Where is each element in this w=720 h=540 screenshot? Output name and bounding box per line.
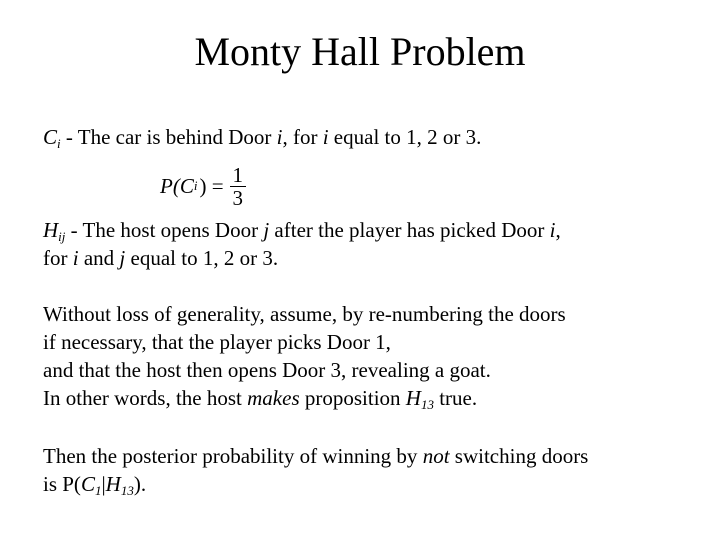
posterior-h-sub: 13 bbox=[120, 483, 134, 498]
assumption-line-2: if necessary, that the player picks Door 1, bbox=[43, 330, 391, 354]
def-h-j: j bbox=[263, 218, 270, 242]
posterior-line-1 bbox=[43, 442, 703, 470]
assumption-line4-sub: 13 bbox=[420, 397, 434, 412]
posterior-line-2 bbox=[43, 470, 703, 498]
def-h-line2-a: for bbox=[43, 246, 73, 270]
def-c-text-b: , for bbox=[282, 125, 323, 149]
formula-lhs-pre: P(C bbox=[160, 173, 194, 198]
def-h-line-1 bbox=[43, 216, 703, 244]
def-h-i: i bbox=[549, 218, 556, 242]
probability-formula bbox=[160, 158, 246, 214]
definition-h bbox=[43, 216, 703, 272]
def-h-text-c: , bbox=[555, 218, 561, 242]
assumption-line-3: and that the host then opens Door 3, revealing a goat. bbox=[43, 358, 491, 382]
formula-numerator: 1 bbox=[232, 162, 244, 187]
def-h-line2-b: and bbox=[78, 246, 120, 270]
assumption-line-4 bbox=[43, 384, 703, 412]
formula-lhs-sub: i bbox=[193, 178, 198, 193]
posterior-line1-em: not bbox=[422, 444, 450, 468]
posterior-c: C bbox=[80, 472, 95, 496]
def-h-line-2 bbox=[43, 244, 703, 272]
posterior-line2-a: is P( bbox=[43, 472, 81, 496]
assumption-line4-var: H bbox=[405, 386, 421, 410]
posterior-c-sub: 1 bbox=[94, 483, 102, 498]
var-c: C bbox=[43, 125, 58, 149]
assumption-line4-b: proposition bbox=[299, 386, 406, 410]
posterior-h: H bbox=[105, 472, 121, 496]
posterior-paragraph bbox=[43, 442, 703, 498]
definition-c bbox=[43, 123, 703, 151]
assumption-paragraph bbox=[43, 300, 703, 412]
formula-lhs-post: ) = bbox=[199, 173, 224, 198]
def-h-line2-i: i bbox=[72, 246, 79, 270]
var-c-sub: i bbox=[57, 136, 61, 151]
var-h: H bbox=[43, 218, 59, 242]
assumption-line4-a: In other words, the host bbox=[43, 386, 248, 410]
def-c-text-a: - The car is behind Door bbox=[60, 125, 277, 149]
def-c-i: i bbox=[276, 125, 283, 149]
def-c-text-c: equal to 1, 2 or 3. bbox=[328, 125, 482, 149]
def-h-text-b: after the player has picked Door bbox=[269, 218, 550, 242]
def-h-line2-c: equal to 1, 2 or 3. bbox=[125, 246, 279, 270]
formula-denominator: 3 bbox=[232, 185, 244, 210]
posterior-line1-a: Then the posterior probability of winning by bbox=[43, 444, 423, 468]
assumption-line4-c: true. bbox=[433, 386, 478, 410]
formula-fraction bbox=[230, 164, 247, 209]
def-h-text-a: - The host opens Door bbox=[65, 218, 264, 242]
posterior-line2-b: ). bbox=[133, 472, 147, 496]
assumption-line4-em: makes bbox=[247, 386, 300, 410]
def-h-line2-j: j bbox=[119, 246, 126, 270]
posterior-line1-b: switching doors bbox=[449, 444, 589, 468]
assumption-line-1: Without loss of generality, assume, by re-numbering the doors bbox=[43, 302, 566, 326]
var-h-sub: ij bbox=[58, 229, 66, 244]
def-c-i2: i bbox=[322, 125, 329, 149]
slide-title: Monty Hall Problem bbox=[194, 29, 526, 74]
posterior-bar: | bbox=[101, 472, 106, 496]
